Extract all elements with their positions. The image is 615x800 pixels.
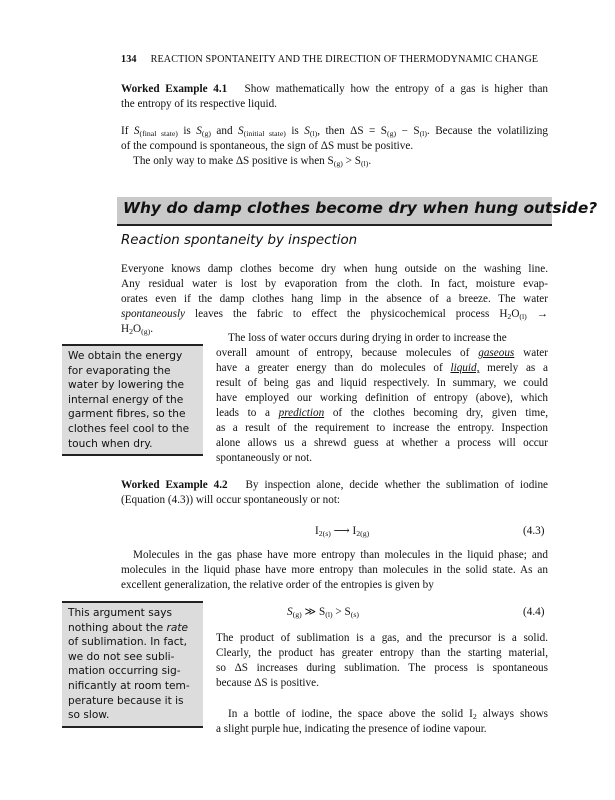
text-line: have employed our working definition of entropy (above), which: [216, 392, 548, 404]
subscript: (l): [309, 129, 318, 138]
arrow: →: [526, 308, 548, 320]
text: .: [368, 155, 372, 167]
equation-number: (4.3): [523, 525, 545, 537]
text: is: [291, 125, 299, 137]
text: is: [183, 125, 191, 137]
text-line: The product of sublimation is a gas, and the precursor is a solid.: [216, 632, 548, 644]
symbol: S: [304, 125, 310, 137]
subscript: (g): [333, 159, 343, 168]
text-line: Molecules in the gas phase have more entropy than molecules in the liquid phase; and: [133, 549, 548, 561]
rule: [62, 726, 203, 728]
symbol: > S: [332, 606, 351, 618]
text-line: result of being gas and liquid respectively. In summary, we could: [216, 377, 548, 389]
note-line: mation occurring sig-: [68, 665, 181, 678]
note-line: nificantly at room tem-: [68, 679, 190, 692]
symbol: S: [133, 125, 140, 137]
note-line: We obtain the energy: [68, 350, 183, 362]
symbol: S: [287, 606, 293, 618]
subscript: (l): [361, 159, 369, 168]
text: O: [511, 308, 520, 320]
subsection-heading: Reaction spontaneity by inspection: [121, 233, 358, 248]
text: water: [514, 347, 548, 359]
text-line: Clearly, the product has greater entropy than the starting material,: [216, 647, 548, 659]
subscript: (s): [350, 610, 359, 619]
subscript: (g): [387, 129, 397, 138]
text: , then: [317, 125, 345, 137]
margin-note-energy: [62, 344, 203, 456]
equation-4-3: [315, 524, 369, 539]
text: have a greater energy than do molecules of: [216, 362, 451, 374]
text: leaves the fabric to effect the physicochemical process H: [185, 308, 508, 320]
subscript: (l): [519, 312, 527, 321]
equation: − S: [396, 125, 420, 137]
note-line: we do not see subli-: [68, 650, 175, 663]
section-heading: Why do damp clothes become dry when hung outside?: [123, 199, 598, 217]
text-line: orates even if the damp clothes hang limp in the absence of a breeze. The water: [121, 293, 548, 305]
worked-example-4-2: [121, 478, 548, 508]
text-line: of the compound is spontaneous, the sign of ΔS must be positive.: [121, 140, 414, 152]
subscript: 2(g): [356, 529, 370, 538]
subscript: (l): [325, 610, 333, 619]
rule: [62, 601, 203, 603]
text: and: [216, 125, 233, 137]
text: H: [121, 323, 130, 335]
subscript: (g): [292, 610, 302, 619]
symbol: S: [238, 125, 244, 137]
running-title: REACTION SPONTANEITY AND THE DIRECTION OF THERMODYNAMIC CHANGE: [150, 54, 539, 65]
text: The only way to make ΔS positive is when S: [133, 155, 334, 167]
running-header: [121, 52, 538, 67]
section-heading-box: [117, 197, 598, 226]
subscript: 2: [129, 327, 133, 336]
subscript: 2: [507, 312, 512, 321]
subscript: 2: [472, 712, 477, 721]
subscript: 2(s): [318, 529, 331, 538]
rule: [62, 344, 203, 346]
text: . Because the volatilizing: [426, 125, 548, 137]
text-line: as a result of the requirement to increase the entropy. Inspection: [216, 422, 548, 434]
rule: [62, 454, 203, 456]
text: O: [133, 323, 142, 335]
text-line: excellent generalization, the relative order of the entropies is given by: [121, 579, 434, 591]
example-label: Worked Example 4.2: [121, 479, 228, 491]
equation: ΔS = S: [350, 125, 388, 137]
text-line: Any residual water is lost by evaporation from the cloth. In fact, moisture evap-: [121, 278, 548, 290]
page-number: 134: [121, 54, 137, 65]
note-line: This argument says: [68, 607, 172, 619]
text: always shows: [476, 708, 549, 720]
equation-number: (4.4): [523, 606, 545, 618]
subscript: (final state): [139, 129, 178, 138]
example-4-2-answer: [121, 548, 548, 593]
paragraph-1: [121, 262, 548, 337]
symbol: I: [352, 525, 357, 537]
note-line: of sublimation. In fact,: [68, 636, 188, 649]
example-question: Show mathematically how the entropy of a gas is higher than: [244, 83, 549, 95]
emphasis: rate: [166, 621, 189, 634]
note-text: nothing about the: [68, 621, 167, 634]
text: merely as a: [479, 362, 548, 374]
text: overall amount of entropy, because molecules of: [216, 347, 479, 359]
note-line: water by lowering the: [68, 379, 185, 392]
symbol: I: [315, 525, 319, 537]
example-4-1-answer: [121, 124, 548, 169]
equation-4-4: [287, 605, 359, 620]
example-4-2-conclusion: [216, 631, 548, 691]
paragraph-2: [216, 331, 548, 466]
text-line: because ΔS is positive.: [216, 677, 319, 689]
text-line: Everyone knows damp clothes become dry when hung outside on the washing line.: [121, 263, 548, 275]
text-line: The loss of water occurs during drying in order to increase the: [228, 332, 507, 344]
example-question-cont: (Equation (4.3)) will occur spontaneously or not:: [121, 494, 341, 506]
note-line: touch when dry.: [68, 437, 153, 450]
example-label: Worked Example 4.1: [121, 83, 228, 95]
text: In a bottle of iodine, the space above the solid I: [228, 708, 473, 720]
text-line: molecules in the liquid phase have more entropy than molecules in the solid state. As an: [121, 564, 548, 576]
text-line: alone allows us a shrewd guess at whether a process will occur: [216, 437, 548, 449]
emphasis: prediction: [278, 407, 325, 419]
note-line: for evaporating the: [68, 364, 171, 377]
subscript: (g): [201, 129, 211, 138]
text: > S: [342, 155, 362, 167]
subscript: (g): [141, 327, 151, 336]
note-line: so slow.: [68, 709, 110, 722]
text: If: [121, 125, 129, 137]
example-question: By inspection alone, decide whether the sublimation of iodine: [245, 479, 548, 491]
text-line: spontaneously or not.: [216, 452, 313, 464]
arrow: ⟶: [330, 525, 353, 537]
example-question-cont: the entropy of its respective liquid.: [121, 98, 277, 110]
text: .: [150, 323, 153, 335]
symbol: S: [196, 125, 202, 137]
margin-note-rate: [62, 601, 203, 728]
text-line: a slight purple hue, indicating the presence of iodine vapour.: [216, 723, 487, 735]
text: leads to a: [216, 407, 279, 419]
text: of the clothes becoming dry, given time,: [324, 407, 548, 419]
note-line: internal energy of the: [68, 393, 184, 406]
note-line: clothes feel cool to the: [68, 422, 190, 435]
text-line: so ΔS increases during sublimation. The process is spontaneous: [216, 662, 548, 674]
note-line: garment fibres, so the: [68, 408, 186, 421]
emphasis: spontaneously: [121, 308, 186, 320]
emphasis: gaseous: [478, 347, 515, 359]
emphasis: liquid,: [450, 362, 480, 374]
note-line: perature because it is: [68, 694, 184, 707]
iodine-paragraph: [216, 707, 548, 737]
subscript: (l): [419, 129, 427, 138]
worked-example-4-1: [121, 82, 548, 112]
symbol: ≫ S: [301, 606, 326, 618]
subscript: (initial state): [243, 129, 286, 138]
